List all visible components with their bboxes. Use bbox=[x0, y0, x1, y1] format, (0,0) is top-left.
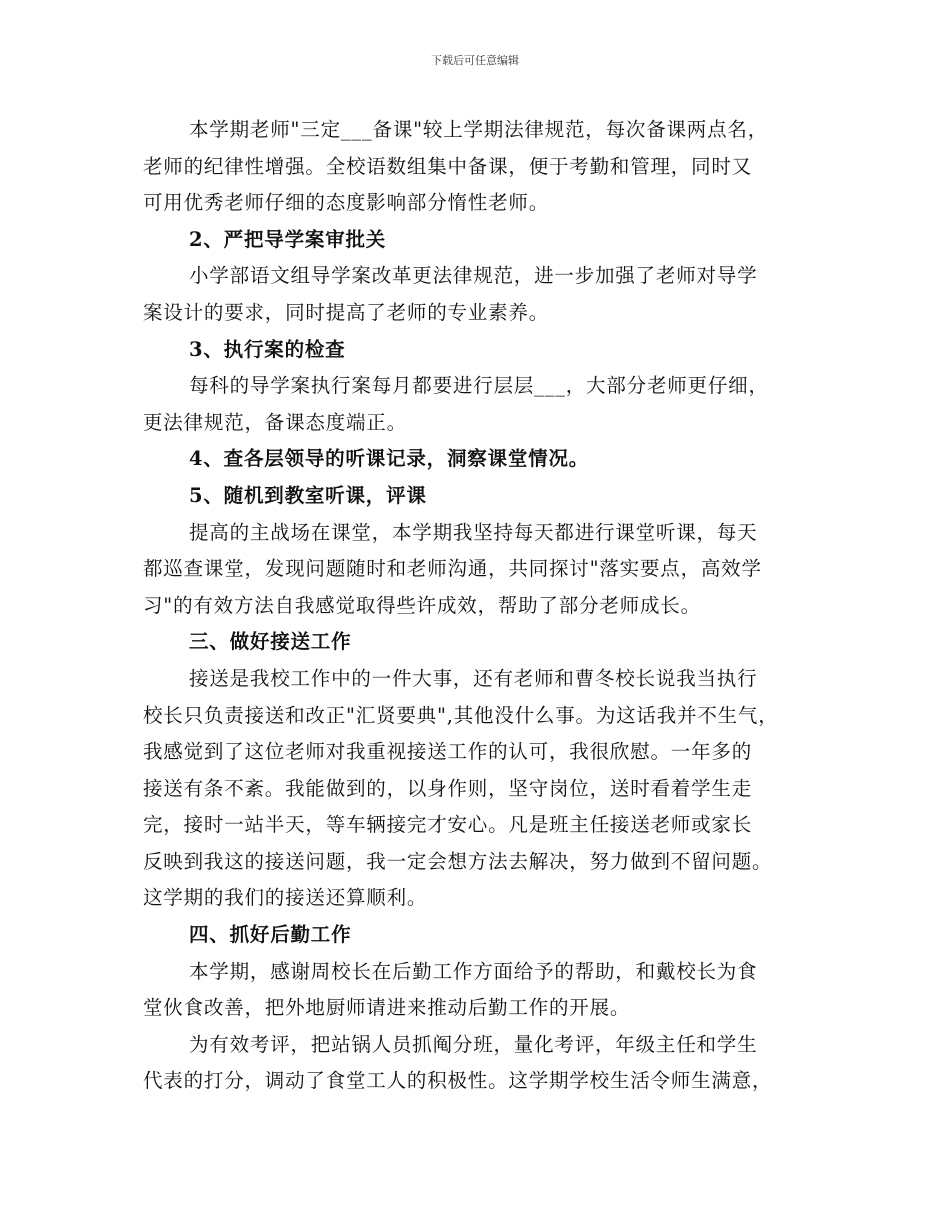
paragraph-line: 小学部语文组导学案改革更法律规范，进一步加强了老师对导学 bbox=[189, 264, 758, 288]
section-heading: 三、做好接送工作 bbox=[189, 630, 352, 654]
paragraph-line: 我感觉到了这位老师对我重视接送工作的认可，我很欣慰。一年多的 bbox=[143, 740, 753, 764]
paragraph-line: 校长只负责接送和改正"汇贤要典",其他没什么事。为这话我并不生气， bbox=[143, 703, 779, 727]
paragraph-line: 习"的有效方法自我感觉取得些许成效，帮助了部分老师成长。 bbox=[143, 593, 701, 617]
paragraph-line: 更法律规范，备课态度端正。 bbox=[143, 410, 407, 434]
section-heading: 4、查各层领导的听课记录，洞察课堂情况。 bbox=[189, 447, 590, 471]
section-heading: 3、执行案的检查 bbox=[189, 337, 346, 361]
paragraph-line: 完，接时一站半天，等车辆接完才安心。凡是班主任接送老师或家长 bbox=[143, 813, 753, 837]
section-heading: 5、随机到教室听课，评课 bbox=[189, 483, 427, 507]
paragraph-line: 接送有条不紊。我能做到的，以身作则，坚守岗位，送时看着学生走 bbox=[143, 776, 753, 800]
paragraph-line: 为有效考评，把站锅人员抓阄分班，量化考评，年级主任和学生 bbox=[189, 1032, 758, 1056]
paragraph-line: 反映到我这的接送问题，我一定会想方法去解决，努力做到不留问题。 bbox=[143, 849, 773, 873]
paragraph-line: 提高的主战场在课堂，本学期我坚持每天都进行课堂听课，每天 bbox=[189, 520, 758, 544]
page-header: 下载后可任意编辑 bbox=[431, 54, 519, 67]
section-heading: 四、抓好后勤工作 bbox=[189, 923, 352, 947]
paragraph-line: 每科的导学案执行案每月都要进行层层___，大部分老师更仔细， bbox=[189, 374, 769, 398]
paragraph-line: 老师的纪律性增强。全校语数组集中备课，便于考勤和管理，同时又 bbox=[143, 154, 753, 178]
paragraph-line: 本学期，感谢周校长在后勤工作方面给予的帮助，和戴校长为食 bbox=[189, 959, 758, 983]
paragraph-line: 都巡查课堂，发现问题随时和老师沟通，共同探讨"落实要点，高效学 bbox=[143, 557, 762, 581]
paragraph-line: 代表的打分，调动了食堂工人的积极性。这学期学校生活令师生满意， bbox=[143, 1069, 773, 1093]
paragraph-line: 本学期老师"三定___备课"较上学期法律规范，每次备课两点名， bbox=[189, 118, 768, 141]
paragraph-line: 接送是我校工作中的一件大事，还有老师和曹冬校长说我当执行 bbox=[189, 666, 758, 690]
paragraph-line: 堂伙食改善，把外地厨师请进来推动后勤工作的开展。 bbox=[143, 996, 631, 1020]
section-heading: 2、严把导学案审批关 bbox=[189, 227, 387, 251]
paragraph-line: 可用优秀老师仔细的态度影响部分惰性老师。 bbox=[143, 191, 550, 215]
paragraph-line: 这学期的我们的接送还算顺利。 bbox=[143, 886, 428, 910]
document-body bbox=[143, 112, 808, 1100]
paragraph-line: 案设计的要求，同时提高了老师的专业素养。 bbox=[143, 300, 550, 324]
